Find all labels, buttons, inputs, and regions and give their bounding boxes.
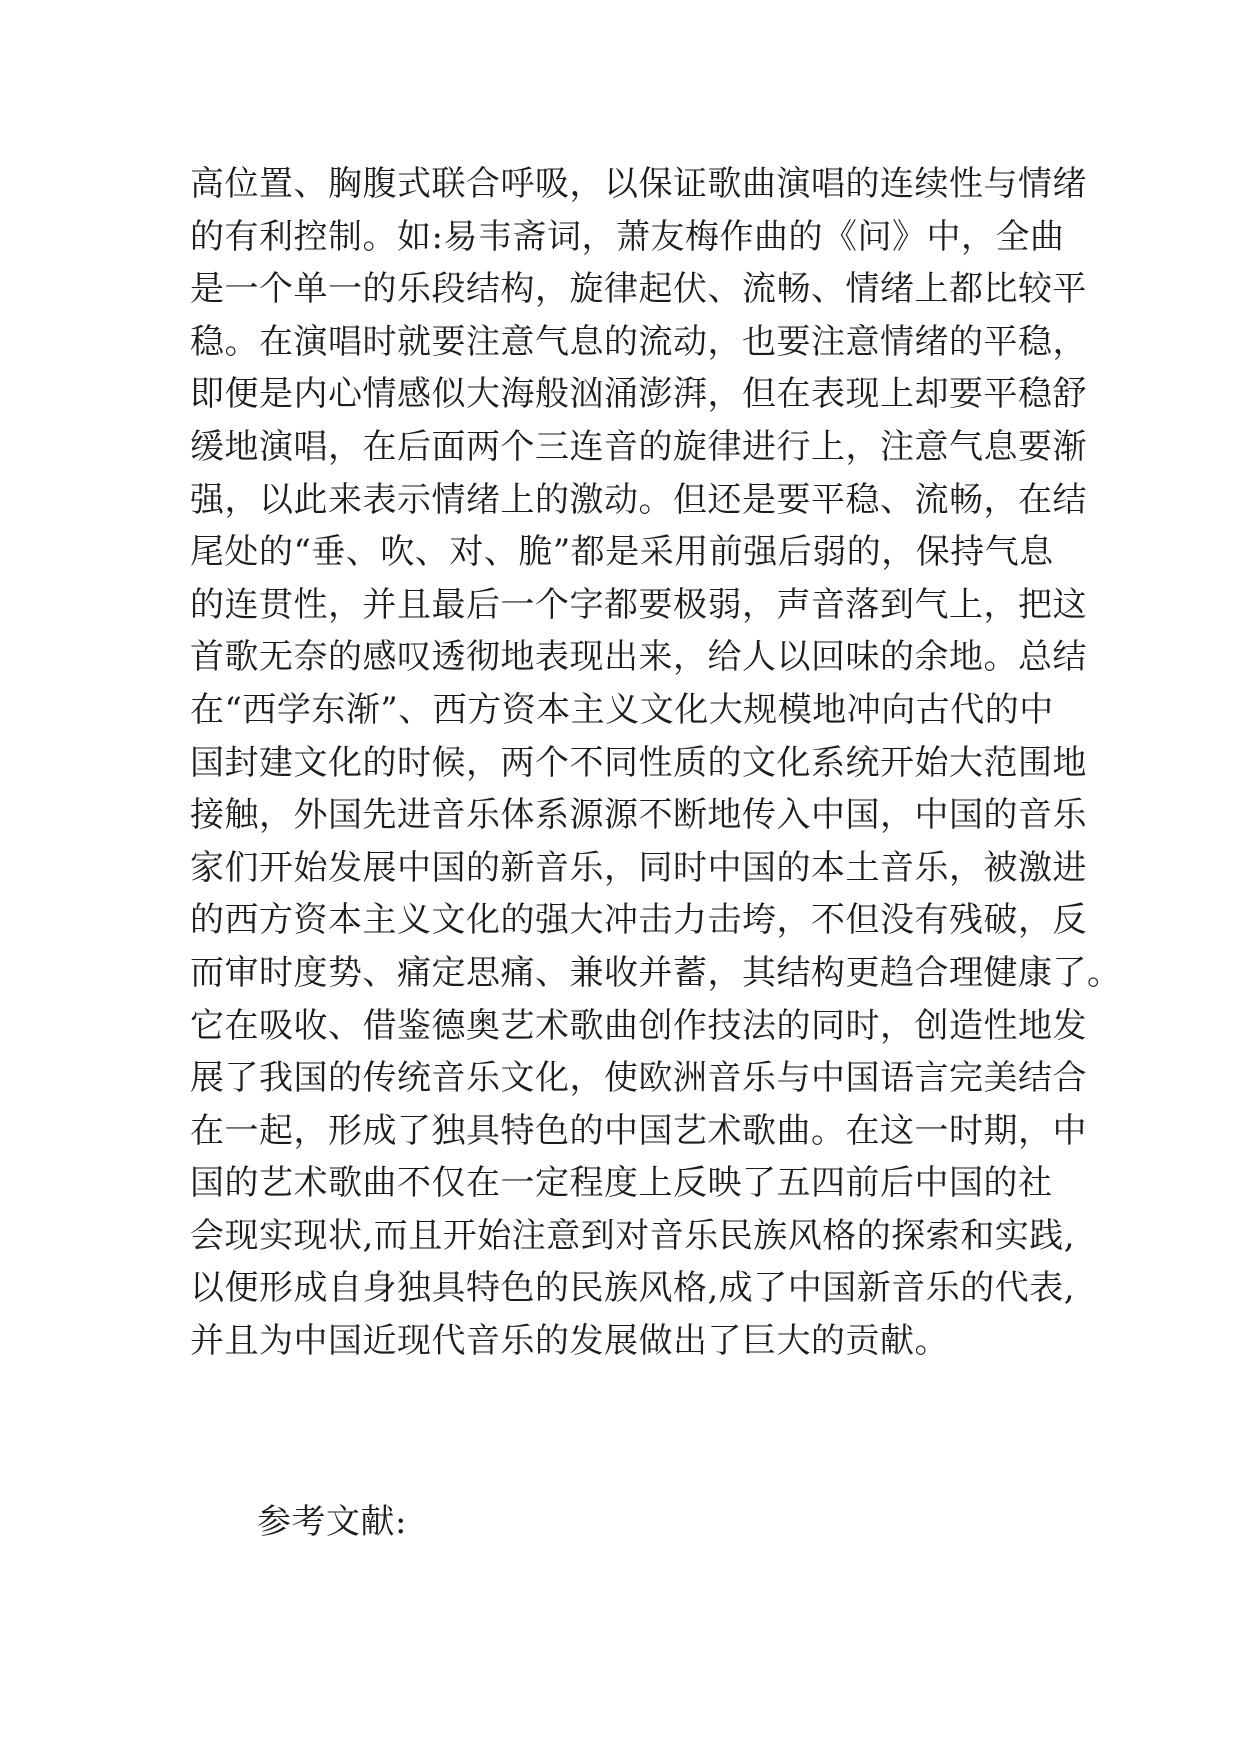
text-line: 在“西学东渐”、西方资本主义文化大规模地冲向古代的中 [190,689,1054,730]
text-line: 强，以此来表示情绪上的激动。但还是要平稳、流畅，在结 [190,479,1087,520]
text-line: 而审时度势、痛定思痛、兼收并蓄，其结构更趋合理健康了。 [190,952,1122,993]
text-line: 的西方资本主义文化的强大冲击力击垮，不但没有残破，反 [190,900,1087,941]
text-line: 它在吸收、借鉴德奥艺术歌曲创作技法的同时，创造性地发 [190,1005,1087,1046]
text-line: 缓地演唱，在后面两个三连音的旋律进行上，注意气息要渐 [190,426,1087,467]
body-paragraph [190,158,1122,1368]
text-line: 的连贯性，并且最后一个字都要极弱，声音落到气上，把这 [190,584,1087,625]
text-line: 在一起，形成了独具特色的中国艺术歌曲。在这一时期，中 [190,1110,1087,1151]
text-line: 高位置、胸腹式联合呼吸，以保证歌曲演唱的连续性与情绪 [190,164,1087,204]
text-line: 国封建文化的时候，两个不同性质的文化系统开始大范围地 [190,742,1087,783]
text-line: 的有利控制。如:易韦斋词，萧友梅作曲的《问》中，全曲 [190,216,1065,257]
text-line: 家们开始发展中国的新音乐，同时中国的本土音乐，被激进 [190,847,1087,888]
text-line: 以便形成自身独具特色的民族风格,成了中国新音乐的代表, [190,1268,1076,1309]
text-line: 尾处的“垂、吹、对、脆”都是采用前强后弱的，保持气息 [190,532,1054,573]
text-line: 展了我国的传统音乐文化，使欧洲音乐与中国语言完美结合 [190,1058,1087,1099]
text-line: 会现实现状,而且开始注意到对音乐民族风格的探索和实践, [190,1215,1076,1256]
text-line: 即便是内心情感似大海般汹涌澎湃，但在表现上却要平稳舒 [190,374,1087,415]
text-line: 并且为中国近现代音乐的发展做出了巨大的贡献。 [190,1321,949,1362]
text-line: 首歌无奈的感叹透彻地表现出来，给人以回味的余地。总结 [190,637,1087,678]
text-line: 稳。在演唱时就要注意气息的流动，也要注意情绪的平稳， [190,321,1087,362]
text-line: 是一个单一的乐段结构，旋律起伏、流畅、情绪上都比较平 [190,269,1087,310]
text-line: 国的艺术歌曲不仅在一定程度上反映了五四前后中国的社 [190,1163,1053,1204]
references-heading: 参考文献: [257,1502,407,1542]
text-line: 接触，外国先进音乐体系源源不断地传入中国，中国的音乐 [190,795,1087,836]
